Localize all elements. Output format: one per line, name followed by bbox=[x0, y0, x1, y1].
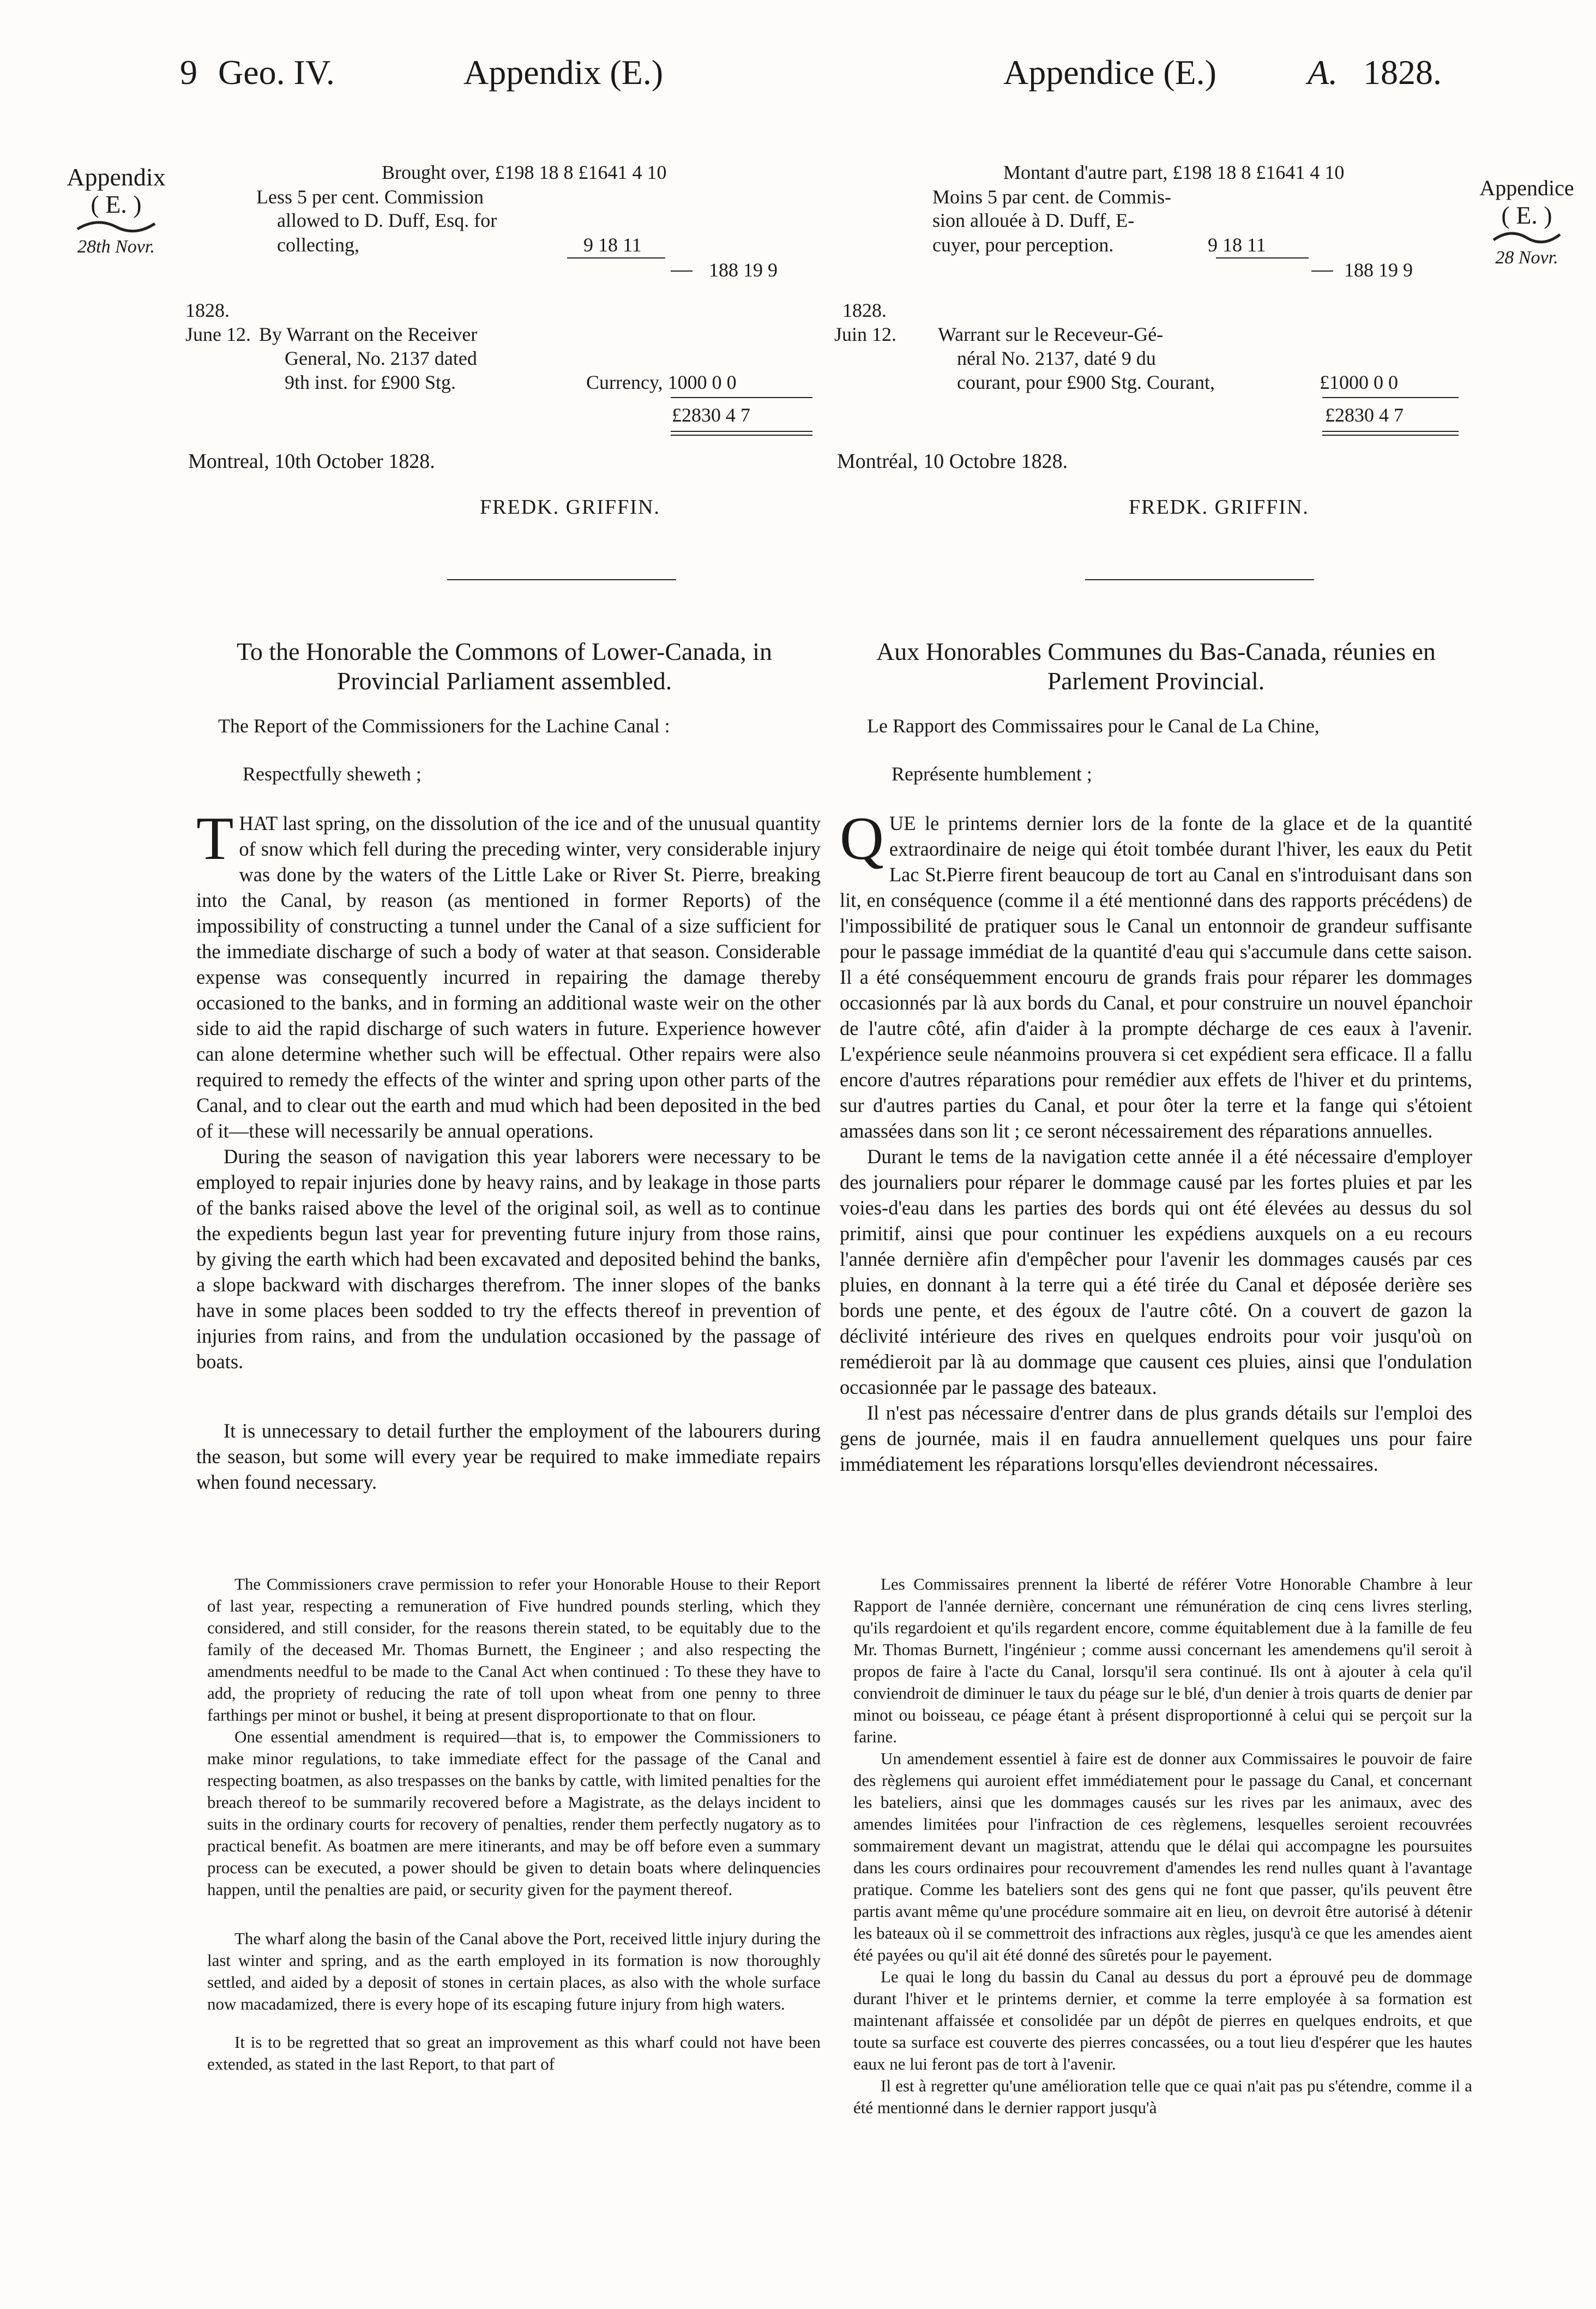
report-body-fr-large bbox=[840, 805, 1472, 1477]
drop-cap: Q bbox=[840, 805, 884, 873]
paragraph: It is to be regretted that so great an improvement as this wharf could not have been extended, as stated in the last Report, to that part of bbox=[207, 2033, 821, 2073]
section-divider bbox=[1085, 579, 1314, 580]
swash-ornament-icon bbox=[1491, 230, 1562, 244]
account-line: cuyer, pour perception. bbox=[932, 234, 1114, 256]
paragraph: Il est à regretter qu'une amélioration telle que ce quai n'ait pas pu s'étendre, comme il a été mentionné dans le dernier rapport jusqu'à bbox=[853, 2076, 1472, 2117]
paragraph: Un amendement essentiel à faire est de donner aux Commissaires le pouvoir de faire des règlemens qui auroient effet immédiatement pour le passage du Canal, et concernant les bateliers, ainsi que les dommages causés sur les rives par les animaux, avec des amendes limitées pour l'infraction de ces règlemens, lesquelles seroient recouvrées sommairement devant un magistrat, attendu que le délai qui accompagne les poursuites dans les cours ordinaires pour recouvrement d'amendes les rend nulles quant à l'avantage pratique. Comme les bateliers sont des gens qui ne font que passer, qu'ils peuvent être partis avant même qu'une procédure sommaire ait en lieu, on devroit être autorisé à détenir les bateaux où il se commettroit des infractions aux règles, jusqu'à ce que les amendes aient été payées ou qu'il ait été donné des sûretés pour le payement. bbox=[853, 1749, 1472, 1964]
account-line: 9th inst. for £900 Stg. bbox=[285, 371, 456, 393]
account-total: £2830 4 7 bbox=[672, 404, 750, 426]
account-line: General, No. 2137 dated bbox=[285, 347, 477, 369]
page-number: 9 bbox=[180, 53, 197, 92]
account-amount: 9 18 11 bbox=[583, 234, 642, 256]
account-total: £2830 4 7 bbox=[1325, 404, 1404, 426]
account-amount: £1000 0 0 bbox=[1320, 371, 1398, 393]
year-letter: A. bbox=[1308, 53, 1338, 92]
place-date: Montreal, 10th October 1828. bbox=[188, 450, 435, 473]
paragraph: It is unnecessary to detail further the employment of the labourers during the season, but some will every year be required to make immediate repairs when found necessary. bbox=[196, 1420, 821, 1493]
report-title-en: To the Honorable the Commons of Lower-Canada, in Provincial Parliament assembled. bbox=[236, 638, 773, 695]
account-line: collecting, bbox=[277, 234, 359, 256]
signature: FREDK. GRIFFIN. bbox=[480, 496, 660, 519]
signature: FREDK. GRIFFIN. bbox=[1129, 496, 1309, 519]
account-amount: 188 19 9 bbox=[709, 259, 778, 281]
report-subtitle-en: The Report of the Commissioners for the Lachine Canal : bbox=[218, 715, 670, 737]
margin-note-left bbox=[48, 164, 184, 257]
place-date: Montréal, 10 Octobre 1828. bbox=[837, 450, 1068, 473]
account-date: June 12. bbox=[185, 323, 251, 345]
header-appendix-fr: Appendice (E.) bbox=[1003, 53, 1216, 92]
header-appendix-en: Appendix (E.) bbox=[463, 53, 664, 92]
paragraph: QUE le printems dernier lors de la fonte de la glace et de la quantité extraordinaire de neige qui étoit tombée durant l'hiver, les eaux du Petit Lac St.Pierre firent beaucoup de tort au Canal en s'introduisant dans son lit, en conséquence (comme il a été mentionné dans des rapports précédens) de l'impossibilité de pratiquer sous le Canal un entonnoir de grandeur suffisante pour le passage immédiat de la quantité d'eau qui s'accumule dans cette saison. Il a été conséquemment encouru de grands frais pour réparer les dommages occasionnés par là aux bords du Canal, et pour construire un nouvel épanchoir de l'autre côté, afin d'aider à la prompte décharge de ces eaux à l'avenir. L'expérience seule néanmoins prouvera si cet expédient sera efficace. Il a fallu encore d'autres réparations pour remédier aux effets de l'hiver et du printems, sur d'autres parties du Canal, et pour ôter la terre et la fange qui s'étoient amassées dans son lit ; ce seront nécessairement des réparations annuelles. bbox=[840, 805, 1472, 1142]
salutation-fr: Représente humblement ; bbox=[892, 763, 1092, 785]
account-amount: 9 18 11 bbox=[1208, 234, 1266, 256]
margin-title: Appendix bbox=[67, 163, 166, 191]
account-amount: 188 19 9 bbox=[1344, 259, 1413, 281]
margin-date: 28th Novr. bbox=[77, 237, 155, 257]
header-year: 1828. bbox=[1363, 53, 1442, 92]
account-date: Juin 12. bbox=[834, 323, 897, 345]
account-line: allowed to D. Duff, Esq. for bbox=[277, 209, 497, 231]
report-body-fr-small bbox=[853, 1573, 1472, 2119]
margin-title: Appendice bbox=[1479, 176, 1574, 200]
account-line: By Warrant on the Receiver bbox=[259, 323, 478, 345]
margin-date: 28 Novr. bbox=[1495, 248, 1558, 268]
salutation-en: Respectfully sheweth ; bbox=[243, 763, 421, 785]
account-line: courant, pour £900 Stg. Courant, bbox=[957, 371, 1215, 393]
paragraph: Les Commissaires prennent la liberté de référer Votre Honorable Chambre à leur Rapport de l'année dernière, concernant une rémunération de cinq cens livres sterling, qu'ils regardoient et qu'ils regardent encore, comme équitablement due à la famille de feu Mr. Thomas Burnett, l'ingénieur ; comme aussi concernant les amendemens qu'il seroit à propos de faire à l'acte du Canal, lorsqu'il sera continué. Ils ont à ajouter à cela qu'il conviendroit de diminuer le taux du péage sur le blé, d'un denier à trois quarts de denier par minot ou boisseau, ce péage étant à présent disproportionné à celui qui se perçoit sur la farine. bbox=[853, 1574, 1472, 1746]
account-year: 1828. bbox=[842, 299, 887, 321]
account-line: néral No. 2137, daté 9 du bbox=[957, 347, 1156, 369]
report-title-fr: Aux Honorables Communes du Bas-Canada, réunies en Parlement Provincial. bbox=[876, 638, 1436, 695]
account-amount: Currency, 1000 0 0 bbox=[586, 371, 737, 393]
account-year: 1828. bbox=[185, 299, 230, 321]
margin-note-right bbox=[1461, 175, 1592, 268]
paragraph: THAT last spring, on the dissolution of the ice and of the unusual quantity of snow which fell during the preceding winter, very considerable injury was done by the waters of the Little Lake or River St. Pierre, breaking into the Canal, by reason (as mentioned in former Reports) of the impossibility of constructing a tunnel under the Canal of a size sufficient for the immediate discharge of such a body of water at that season. Considerable expense was consequently incurred in repairing the damage thereby occasioned to the banks, and in forming an additional waste weir on the other side to aid the rapid discharge of such waters in future. Experience however can alone determine whether such will be effectual. Other repairs were also required to remedy the effects of the winter and spring upon other parts of the Canal, and to clear out the earth and mud which had been deposited in the bed of it—these will necessarily be annual operations. bbox=[196, 805, 821, 1142]
swash-ornament-icon bbox=[75, 219, 157, 233]
paragraph: Durant le tems de la navigation cette année il a été nécessaire d'employer des journaliers pour réparer le dommage causé par les fortes pluies et par les voies-d'eau dans les parties des bords qui ont été élevées au dessus du sol primitif, ainsi que pour continuer les expédiens auxquels on a eu recours l'année dernière afin d'empêcher pour l'avenir les dommages causés par ces pluies, en donnant à la terre qui a été tirée du Canal et déposée derière ses bords une pente, et des égoux de l'autre côté. On a couvert de gazon la déclivité intérieure des rives en quelques endroits pour voir jusqu'où on remédieroit par là au dommage que causent ces pluies, ainsi que l'ondulation occasionnée par le passage des bateaux. bbox=[840, 1145, 1472, 1398]
account-line: Warrant sur le Receveur-Gé- bbox=[938, 323, 1164, 345]
paragraph: During the season of navigation this year laborers were necessary to be employed to repair injuries done by heavy rains, and by leakage in those parts of the banks raised above the level of the original soil, as well as to continue the expedients begun last year for preventing future injury from those rains, by giving the earth which had been excavated and deposited behind the banks, a slope backward with discharges therefrom. The inner slopes of the banks have in some places been sodded to try the effects thereof in prevention of injuries from rains, and from the undulation occasioned by the passage of boats. bbox=[196, 1145, 821, 1373]
reign-label: Geo. IV. bbox=[218, 53, 335, 92]
paragraph: Il n'est pas nécessaire d'entrer dans de plus grands détails sur l'emploi des gens de journée, mais il en faudra annuellement quelques uns pour faire immédiatement les réparations lorsqu'elles deviendront nécessaires. bbox=[840, 1402, 1472, 1475]
section-divider bbox=[447, 579, 676, 580]
account-line: Moins 5 par cent. de Commis- bbox=[932, 186, 1171, 208]
report-body-en-small bbox=[207, 1573, 821, 2075]
account-line: Montant d'autre part, £198 18 8 £1641 4 10 bbox=[1003, 161, 1345, 183]
drop-cap: T bbox=[196, 805, 234, 873]
paragraph: One essential amendment is required—that is, to empower the Commissioners to make minor regulations, to take immediate effect for the passage of the Canal and respecting boatmen, as also trespasses on the banks by cattle, with limited penalties for the breach thereof to be summarily recovered before a Magistrate, as the delays incident to suits in the ordinary courts for recovery of penalties, render them perfectly nugatory as to practical benefit. As boatmen are mere itinerants, and may be off before even a summary process can be executed, a power should be given to detain boats where delinquencies happen, until the penalties are paid, or security given for the payment thereof. bbox=[207, 1727, 821, 1899]
paragraph: The wharf along the basin of the Canal above the Port, received little injury during the last winter and spring, and as the earth employed in its formation is now thoroughly settled, and aided by a deposit of stones in certain places, as also with the whole surface now macadamized, there is every hope of its escaping future injury from high waters. bbox=[207, 1929, 821, 2013]
account-line: Less 5 per cent. Commission bbox=[256, 186, 484, 208]
account-line: Brought over, £198 18 8 £1641 4 10 bbox=[382, 161, 667, 183]
report-body-en-large bbox=[196, 805, 821, 1495]
paragraph: Le quai le long du bassin du Canal au dessus du port a éprouvé peu de dommage durant l'hiver et le printems dernier, et comme la terre employée à sa formation est maintenant affaissée et consolidée par un dépôt de pierres en quelques endroits, et que toute sa surface est couverte des pierres concassées, ou a tout lieu d'espérer que les hautes eaux ne lui feront pas de tort à l'avenir. bbox=[853, 1967, 1472, 2073]
report-subtitle-fr: Le Rapport des Commissaires pour le Canal de La Chine, bbox=[867, 715, 1320, 737]
account-line: sion allouée à D. Duff, E- bbox=[932, 209, 1135, 231]
margin-letter: ( E. ) bbox=[1501, 201, 1552, 229]
paragraph: The Commissioners crave permission to refer your Honorable House to their Report of last year, respecting a remuneration of Five hundred pounds sterling, which they considered, and still consider, for the reasons therein stated, to be equitably due to the family of the deceased Mr. Thomas Burnett, the Engineer ; and also respecting the amendments needful to be made to the Canal Act when continued : To these they have to add, the propriety of reducing the rate of toll upon wheat from one penny to three farthings per minot or bushel, it being at present disproportionate to that on flour. bbox=[207, 1574, 821, 1724]
margin-letter: ( E. ) bbox=[91, 190, 142, 218]
